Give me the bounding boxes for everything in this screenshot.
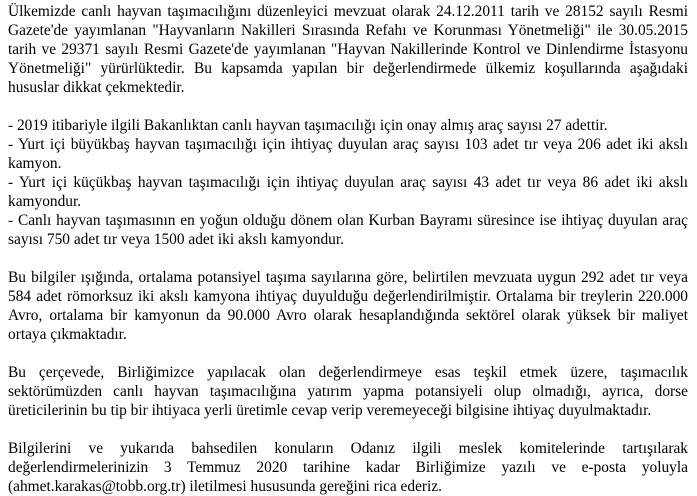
bullet-item-approved-vehicles: - 2019 itibariyle ilgili Bakanlıktan canlı hayvan taşımacılığı için onay almış araç sayısı 27 adettir. xyxy=(8,117,608,134)
bullet-item-kurban-bayrami: - Canlı hayvan taşımasının en yoğun olduğu dönem olan Kurban Bayramı süresince ise ihtiyaç duyulan araç sayısı 750 adet tır veya 1500 adet iki akslı kamyondur. xyxy=(8,212,688,248)
paragraph-spacer xyxy=(8,344,688,363)
paragraph-spacer xyxy=(8,420,688,439)
evaluation-paragraph: Bu çerçevede, Birliğimizce yapılacak olan değerlendirmeye esas teşkil etmek üzere, taşımacılık sektörümüzden canlı hayvan taşımacılığına yatırım yapma potansiyeli olup olmadığı, ayrıca, dorse üreticilerinin bu tip bir ihtiyaca yerli üretimle cevap verip veremeyeceği bilgisine ihtiyaç duyulmaktadır. xyxy=(8,364,688,419)
bullet-item-small-livestock-transport: - Yurt içi küçükbaş hayvan taşımacılığı için ihtiyaç duyulan araç sayısı 43 adet tır veya 86 adet iki akslı kamyondur. xyxy=(8,174,688,210)
paragraph-spacer xyxy=(8,97,688,116)
intro-paragraph: Ülkemizde canlı hayvan taşımacılığını düzenleyici mevzuat olarak 24.12.2011 tarih ve 28152 sayılı Resmi Gazete'de yayımlanan "Hayvanların Nakilleri Sırasında Refahı ve Korunması Yönetmeliği" ile 30.05.2015 tarih ve 29371 sayılı Resmi Gazete'de yayımlanan "Hayvan Nakillerinde Kontrol ve Dinlendirme İstasyonu Yönetmeliği" yürürlüktedir. Bu kapsamda yapılan bir değerlendirmede ülkemiz koşullarında aşağıdaki hususlar dikkat çekmektedir. xyxy=(8,3,688,96)
paragraph-spacer xyxy=(8,249,688,268)
cost-paragraph: Bu bilgiler ışığında, ortalama potansiyel taşıma sayılarına göre, belirtilen mevzuata uygun 292 adet tır veya 584 adet römorksuz iki akslı kamyona ihtiyaç duyulduğu değerlendirilmiştir. Ortalama bir treylerin 220.000 Avro, ortalama bir kamyonun da 90.000 Avro olarak hesaplandığında sektörel olarak yüksek bir maliyet ortaya çıkmaktadır. xyxy=(8,269,688,343)
request-paragraph: Bilgilerini ve yukarıda bahsedilen konuların Odanız ilgili meslek komitelerinde tartışılarak değerlendirmelerinizin 3 Temmuz 2020 tarihine kadar Birliğimize yazılı ve e-posta yoluyla (ahmet.karakas@tobb.org.tr) iletilmesi hususunda gereğini rica ederiz. xyxy=(8,440,688,495)
document-body xyxy=(8,2,688,496)
bullet-item-cattle-transport: - Yurt içi büyükbaş hayvan taşımacılığı için ihtiyaç duyulan araç sayısı 103 adet tır veya 206 adet iki akslı kamyon. xyxy=(8,136,688,172)
bullet-list xyxy=(8,116,688,249)
